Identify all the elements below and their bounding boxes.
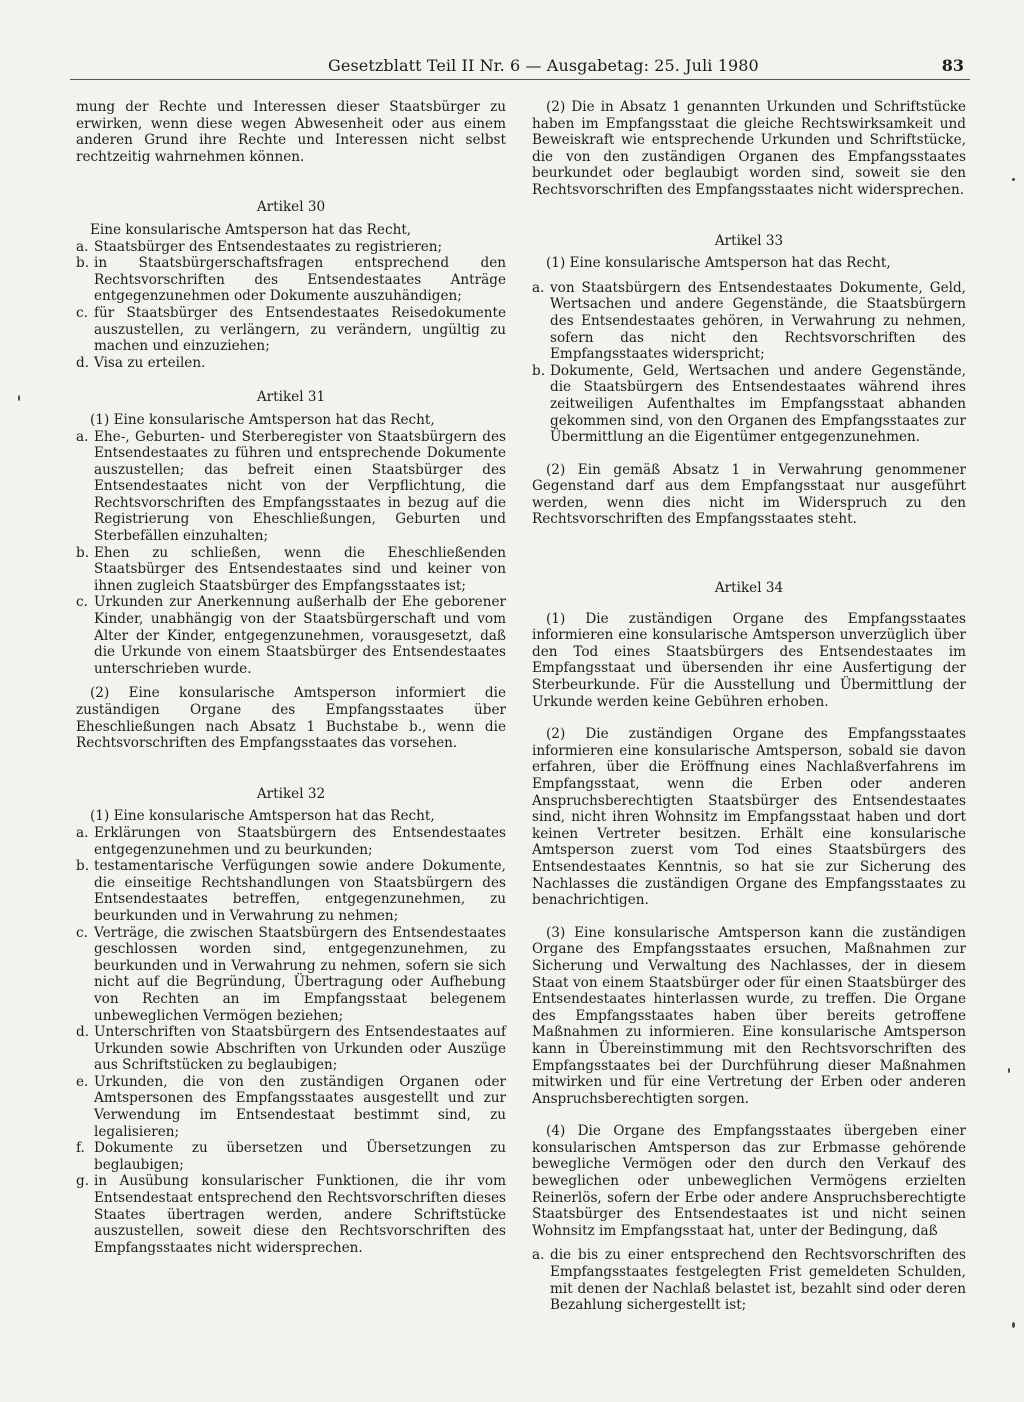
article-33-lead: (1) Eine konsularische Amtsperson hat das Recht,	[546, 255, 891, 272]
list-item	[76, 305, 506, 355]
item-letter: c.	[76, 304, 88, 321]
list-item	[76, 925, 506, 1025]
item-letter: a.	[76, 238, 89, 255]
article-33-title: Artikel 33	[714, 232, 784, 249]
item-text: Unterschriften von Staatsbürgern des Entsendestaates auf Urkunden sowie Abschriften von Urkunden oder Auszüge aus Schriftstücken zu beglaubigen;	[94, 1024, 506, 1074]
article-34-paragraph-4: (4) Die Organe des Empfangsstaates übergeben einer konsularischen Amtsperson das zur Erbmasse gehörende bewegliche Vermögen oder den durch den Verkauf des beweglichen oder unbeweglichen Vermögens erzielten Reinerlös, sofern der Erbe oder andere Anspruchsberechtigte Staatsbürger des Entsendestaates ist und nicht seinen Wohnsitz im Empfangsstaat hat, unter der Bedingung, daß	[532, 1123, 966, 1239]
item-text: Ehe-, Geburten- und Sterberegister von Staatsbürgern des Entsendestaates zu führen und entsprechende Dokumente auszustellen; das befreit einen Staatsbürger des Entsendestaates nicht von der Verpflichtung, die Rechtsvorschriften des Empfangsstaates in bezug auf die Registrierung von Eheschließungen, Geburten und Sterbefällen einzuhalten;	[94, 428, 506, 545]
article-30-lead: Eine konsularische Amtsperson hat das Recht,	[90, 221, 412, 238]
left-column	[76, 99, 506, 1256]
list-item	[76, 1074, 506, 1140]
article-31-title: Artikel 31	[256, 389, 326, 406]
list-item	[76, 255, 506, 305]
list-item	[76, 355, 506, 372]
item-letter: d.	[76, 354, 90, 371]
item-letter: e.	[76, 1073, 89, 1090]
item-text: testamentarische Verfügungen sowie andere Dokumente, die einseitige Rechtshandlungen von Staatsbürgern des Entsendestaates betreffen, entgegenzunehmen, zu beurkunden und in Verwahrung zu nehmen;	[94, 858, 506, 924]
article-30-list	[76, 239, 506, 372]
scan-speck	[1012, 1322, 1015, 1328]
article-32-paragraph-2: (2) Die in Absatz 1 genannten Urkunden und Schriftstücke haben im Empfangsstaat die gleiche Rechtswirksamkeit und Beweiskraft wie entsprechende Urkunden und Schriftstücke, die von den zuständigen Organen des Empfangsstaates beurkundet oder beglaubigt worden sind, soweit sie den Rechtsvorschriften des Empfangsstaates nicht widersprechen.	[532, 99, 966, 198]
article-34-list	[532, 1247, 966, 1313]
right-column	[532, 99, 966, 1314]
article-32-list	[76, 825, 506, 1256]
list-item	[76, 545, 506, 595]
item-text: Dokumente, Geld, Wertsachen und andere Gegenstände, die Staatsbürgern des Entsendestaates während ihres zeitweiligen Aufenthaltes im Empfangsstaat abhanden gekommen sind, von den Organen des Empfangsstaates zur Übermittlung an die Eigentümer entgegenzunehmen.	[550, 362, 966, 446]
item-text: in Ausübung konsularischer Funktionen, die ihr vom Entsendestaat entsprechend den Rechtsvorschriften dieses Staates übertragen werden, andere Schriftstücke auszustellen, soweit diese den Rechtsvorschriften des Empfangsstaates nicht widersprechen.	[94, 1173, 506, 1256]
article-33-paragraph-2: (2) Ein gemäß Absatz 1 in Verwahrung genommener Gegenstand darf aus dem Empfangsstaat nur ausgeführt werden, wenn dies nicht im Widerspruch zu den Rechtsvorschriften des Empfangsstaates steht.	[532, 461, 966, 528]
article-34-title: Artikel 34	[714, 580, 784, 597]
item-text: Urkunden, die von den zuständigen Organen oder Amtspersonen des Empfangsstaates ausgestellt und zur Verwendung im Entsendestaat bestimmt sind, zu legalisieren;	[94, 1073, 506, 1140]
item-letter: a.	[76, 824, 89, 841]
article-31-list	[76, 429, 506, 678]
article-34-paragraph-2: (2) Die zuständigen Organe des Empfangsstaates informieren eine konsularische Amtsperson, sobald sie davon erfahren, über die Eröffnung eines Nachlaßverfahrens im Empfangsstaat, wenn die Erben oder anderen Anspruchsberechtigten Staatsbürger des Entsendestaates sind, nicht ihren Wohnsitz im Empfangsstaat haben und dort keinen Vertreter besitzen. Erhält eine konsularische Amtsperson zuerst vom Tod eines Staatsbürgers des Entsendestaates Kenntnis, so hat sie zur Sicherung des Nachlasses die zuständigen Organe des Empfangsstaates zu benachrichtigen.	[532, 726, 966, 909]
item-text: von Staatsbürgern des Entsendestaates Dokumente, Geld, Wertsachen und andere Gegenstände, die Staatsbürgern des Entsendestaates gehören, in Verwahrung zu nehmen, sofern das nicht den Rechtsvorschriften des Empfangsstaates widerspricht;	[550, 279, 966, 363]
item-text: die bis zu einer entsprechend den Rechtsvorschriften des Empfangsstaates festgelegten Frist gemeldeten Schulden, mit denen der Nachlaß belastet ist, bezahlt sind oder deren Bezahlung sichergestellt ist;	[550, 1247, 966, 1314]
item-text: Verträge, die zwischen Staatsbürgern des Entsendestaates geschlossen worden sind, entgegenzunehmen, zu beurkunden und in Verwahrung zu nehmen, sofern sie sich nicht auf die Begründung, Übertragung oder Aufhebung von Rechten an im Empfangsstaat belegenem unbeweglichen Vermögen beziehen;	[94, 924, 506, 1024]
item-letter: d.	[76, 1024, 90, 1041]
item-letter: b.	[76, 255, 90, 272]
item-letter: c.	[76, 594, 88, 611]
item-letter: c.	[76, 924, 88, 941]
header-rule	[70, 79, 970, 80]
item-text: Visa zu erteilen.	[94, 354, 206, 371]
scan-speck	[1012, 178, 1015, 181]
article-30-title: Artikel 30	[256, 199, 326, 216]
page-number: 83	[941, 56, 964, 75]
list-item	[532, 363, 966, 446]
list-item	[76, 1173, 506, 1256]
item-letter: f.	[76, 1140, 85, 1157]
list-item	[76, 1140, 506, 1173]
item-letter: b.	[76, 544, 90, 561]
article-32-lead: (1) Eine konsularische Amtsperson hat das Recht,	[90, 808, 435, 825]
item-letter: a.	[76, 428, 89, 445]
item-text: Dokumente zu übersetzen und Übersetzungen zu beglaubigen;	[94, 1140, 506, 1173]
item-text: Staatsbürger des Entsendestaates zu registrieren;	[94, 238, 443, 255]
item-letter: a.	[532, 279, 545, 296]
article-31-paragraph-2: (2) Eine konsularische Amtsperson informiert die zuständigen Organe des Empfangsstaates über Eheschließungen nach Absatz 1 Buchstabe b., wenn die Rechtsvorschriften des Empfangsstaates das vorsehen.	[76, 685, 506, 752]
list-item	[532, 1247, 966, 1313]
list-item	[76, 429, 506, 545]
item-letter: b.	[532, 362, 546, 379]
item-text: in Staatsbürgerschaftsfragen entsprechend den Rechtsvorschriften des Entsendestaates Anträge entgegenzunehmen oder Dokumente auszuhändigen;	[94, 255, 506, 305]
article-34-paragraph-3: (3) Eine konsularische Amtsperson kann die zuständigen Organe des Empfangsstaates ersuchen, Maßnahmen zur Sicherung und Verwaltung des Nachlasses, der in diesem Staat von einem Staatsbürger oder für einen Staatsbürger des Entsendestaates hinterlassen wurde, zu treffen. Die Organe des Empfangsstaates haben über bereits getroffene Maßnahmen zu informieren. Eine konsularische Amtsperson kann in Übereinstimmung mit den Rechtsvorschriften des Empfangsstaates bei der Durchführung dieser Maßnahmen mitwirken und für eine Vertretung der Erben oder anderen Anspruchsberechtigten sorgen.	[532, 924, 966, 1107]
item-letter: g.	[76, 1173, 90, 1190]
list-item	[532, 280, 966, 363]
intro-paragraph: mung der Rechte und Interessen dieser Staatsbürger zu erwirken, wenn diese wegen Abwesenheit oder aus einem anderen Grund ihre Rechte und Interessen nicht selbst rechtzeitig wahrnehmen können.	[76, 99, 506, 165]
item-text: für Staatsbürger des Entsendestaates Reisedokumente auszustellen, zu verlängern, zu verändern, ungültig zu machen und einzuziehen;	[94, 304, 506, 355]
list-item	[76, 594, 506, 677]
article-34-paragraph-1: (1) Die zuständigen Organe des Empfangsstaates informieren eine konsularische Amtsperson unverzüglich über den Tod eines Staatsbürgers des Entsendestaates im Empfangsstaat und übersenden ihr eine Ausfertigung der Sterbeurkunde. Für die Ausstellung und Übermittlung der Urkunde werden keine Gebühren erhoben.	[532, 610, 966, 710]
list-item	[76, 1024, 506, 1074]
list-item	[76, 239, 506, 256]
header-title: Gesetzblatt Teil II Nr. 6 — Ausgabetag: 25. Juli 1980	[328, 56, 759, 75]
article-32-title: Artikel 32	[256, 785, 326, 802]
item-letter: b.	[76, 858, 90, 875]
scan-speck	[18, 395, 20, 401]
item-text: Urkunden zur Anerkennung außerhalb der Ehe geborener Kinder, unabhängig von der Staatsbürgerschaft und vom Alter der Kinder, entgegenzunehmen, vorausgesetzt, daß die Urkunde von einem Staatsbürger des Entsendestaates unterschrieben wurde.	[94, 594, 506, 677]
item-letter: a.	[532, 1247, 545, 1264]
item-text: Ehen zu schließen, wenn die Eheschließenden Staatsbürger des Entsendestaates sind und keiner von ihnen zugleich Staatsbürger des Empfangsstaates ist;	[94, 544, 506, 594]
article-33-list	[532, 280, 966, 446]
article-31-lead: (1) Eine konsularische Amtsperson hat das Recht,	[90, 411, 435, 428]
scan-speck	[1008, 1068, 1010, 1073]
item-text: Erklärungen von Staatsbürgern des Entsendestaates entgegenzunehmen und zu beurkunden;	[94, 824, 506, 858]
list-item	[76, 858, 506, 924]
list-item	[76, 825, 506, 858]
